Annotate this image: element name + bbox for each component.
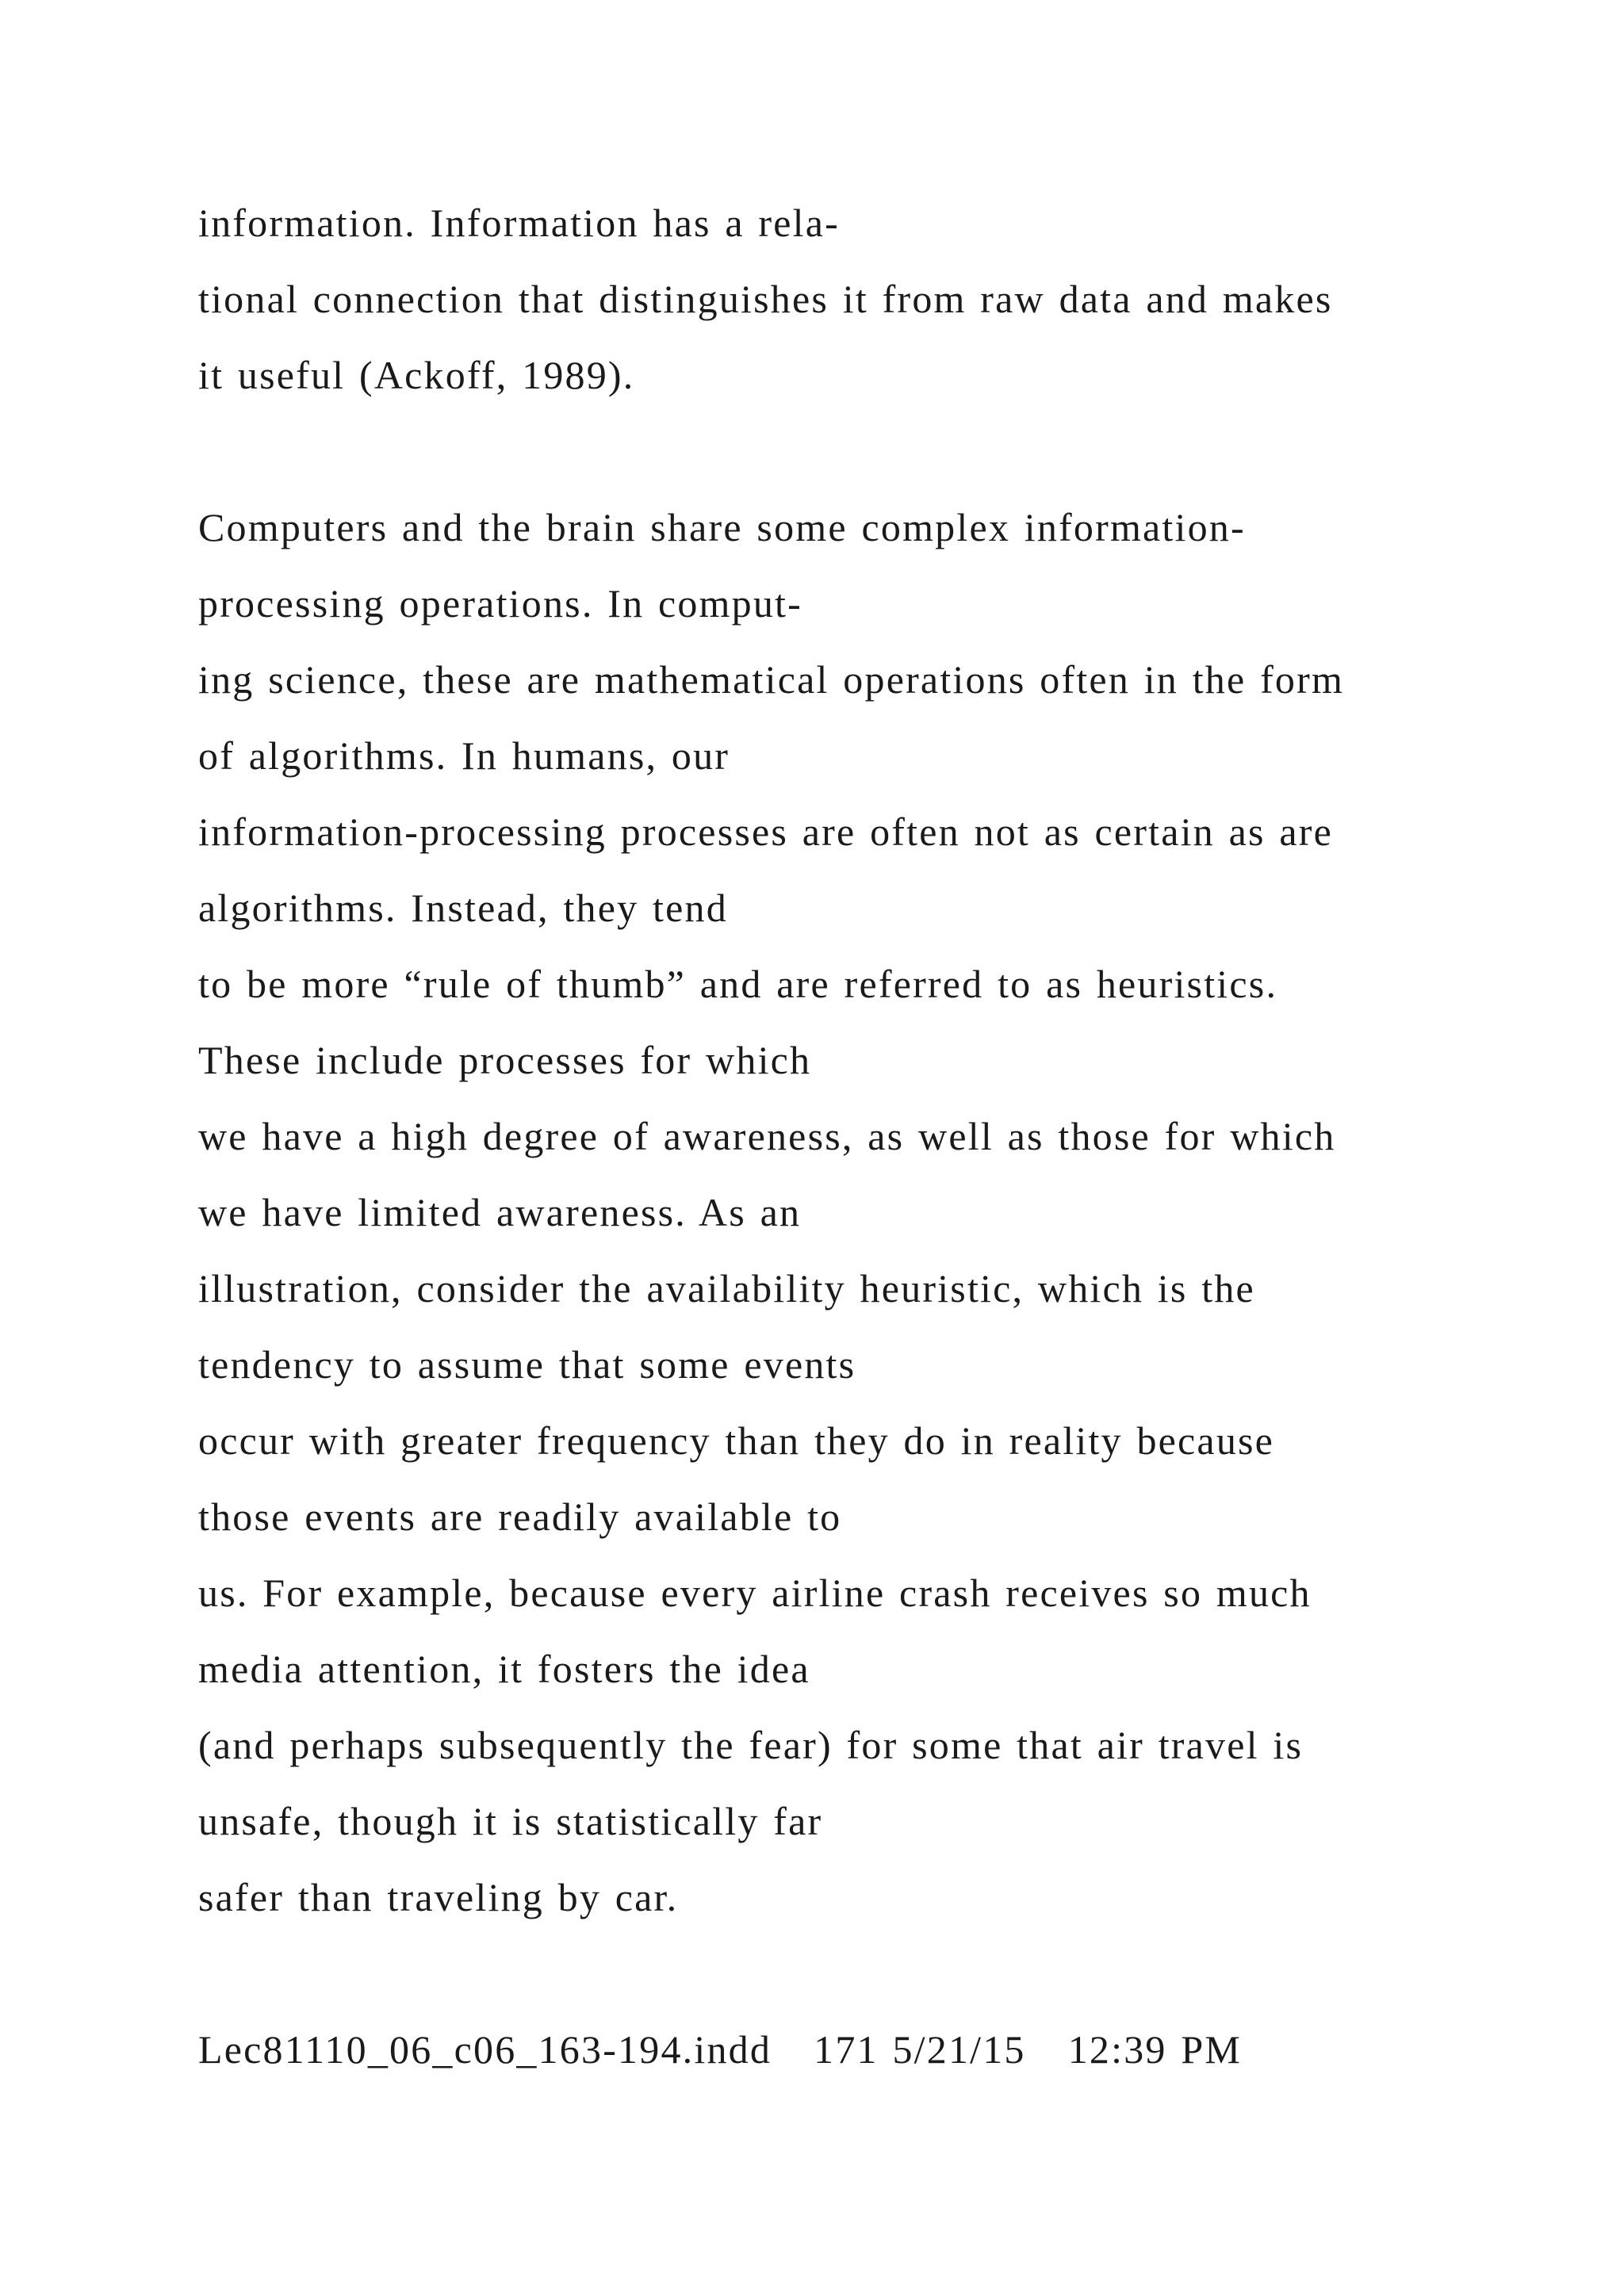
text-line: These include processes for which bbox=[198, 1038, 812, 1082]
text-line: we have limited awareness. As an bbox=[198, 1190, 802, 1234]
text-line: information. Information has a rela- bbox=[198, 201, 840, 245]
paragraph-spacer bbox=[198, 413, 1546, 489]
text-line: media attention, it fosters the idea bbox=[198, 1647, 810, 1691]
page-footer: Lec81110_06_c06_163-194.indd 171 5/21/15 12:39 PM bbox=[198, 2027, 1242, 2072]
document-text bbox=[198, 185, 1546, 2087]
paragraph-2 bbox=[198, 489, 1546, 1935]
text-line: occur with greater frequency than they do in reality because bbox=[198, 1418, 1275, 1463]
text-line: processing operations. In comput- bbox=[198, 581, 802, 626]
text-line: ing science, these are mathematical operations often in the form bbox=[198, 657, 1345, 702]
text-line: it useful (Ackoff, 1989). bbox=[198, 353, 635, 397]
text-line: we have a high degree of awareness, as well as those for which bbox=[198, 1114, 1336, 1158]
text-line: safer than traveling by car. bbox=[198, 1875, 679, 1919]
text-line: tional connection that distinguishes it from raw data and makes bbox=[198, 277, 1333, 321]
text-line: tendency to assume that some events bbox=[198, 1342, 856, 1387]
text-line: information-processing processes are often not as certain as are bbox=[198, 809, 1333, 854]
text-line: algorithms. Instead, they tend bbox=[198, 886, 728, 930]
text-line: to be more “rule of thumb” and are referred to as heuristics. bbox=[198, 962, 1278, 1006]
text-line: (and perhaps subsequently the fear) for some that air travel is bbox=[198, 1723, 1304, 1767]
paragraph-spacer bbox=[198, 1935, 1546, 2011]
text-line: us. For example, because every airline crash receives so much bbox=[198, 1571, 1312, 1615]
text-line: Computers and the brain share some complex information- bbox=[198, 505, 1246, 549]
paragraph-1 bbox=[198, 185, 1546, 413]
text-line: of algorithms. In humans, our bbox=[198, 733, 730, 778]
text-line: those events are readily available to bbox=[198, 1494, 842, 1539]
text-line: unsafe, though it is statistically far bbox=[198, 1799, 823, 1843]
text-line: illustration, consider the availability heuristic, which is the bbox=[198, 1266, 1255, 1311]
